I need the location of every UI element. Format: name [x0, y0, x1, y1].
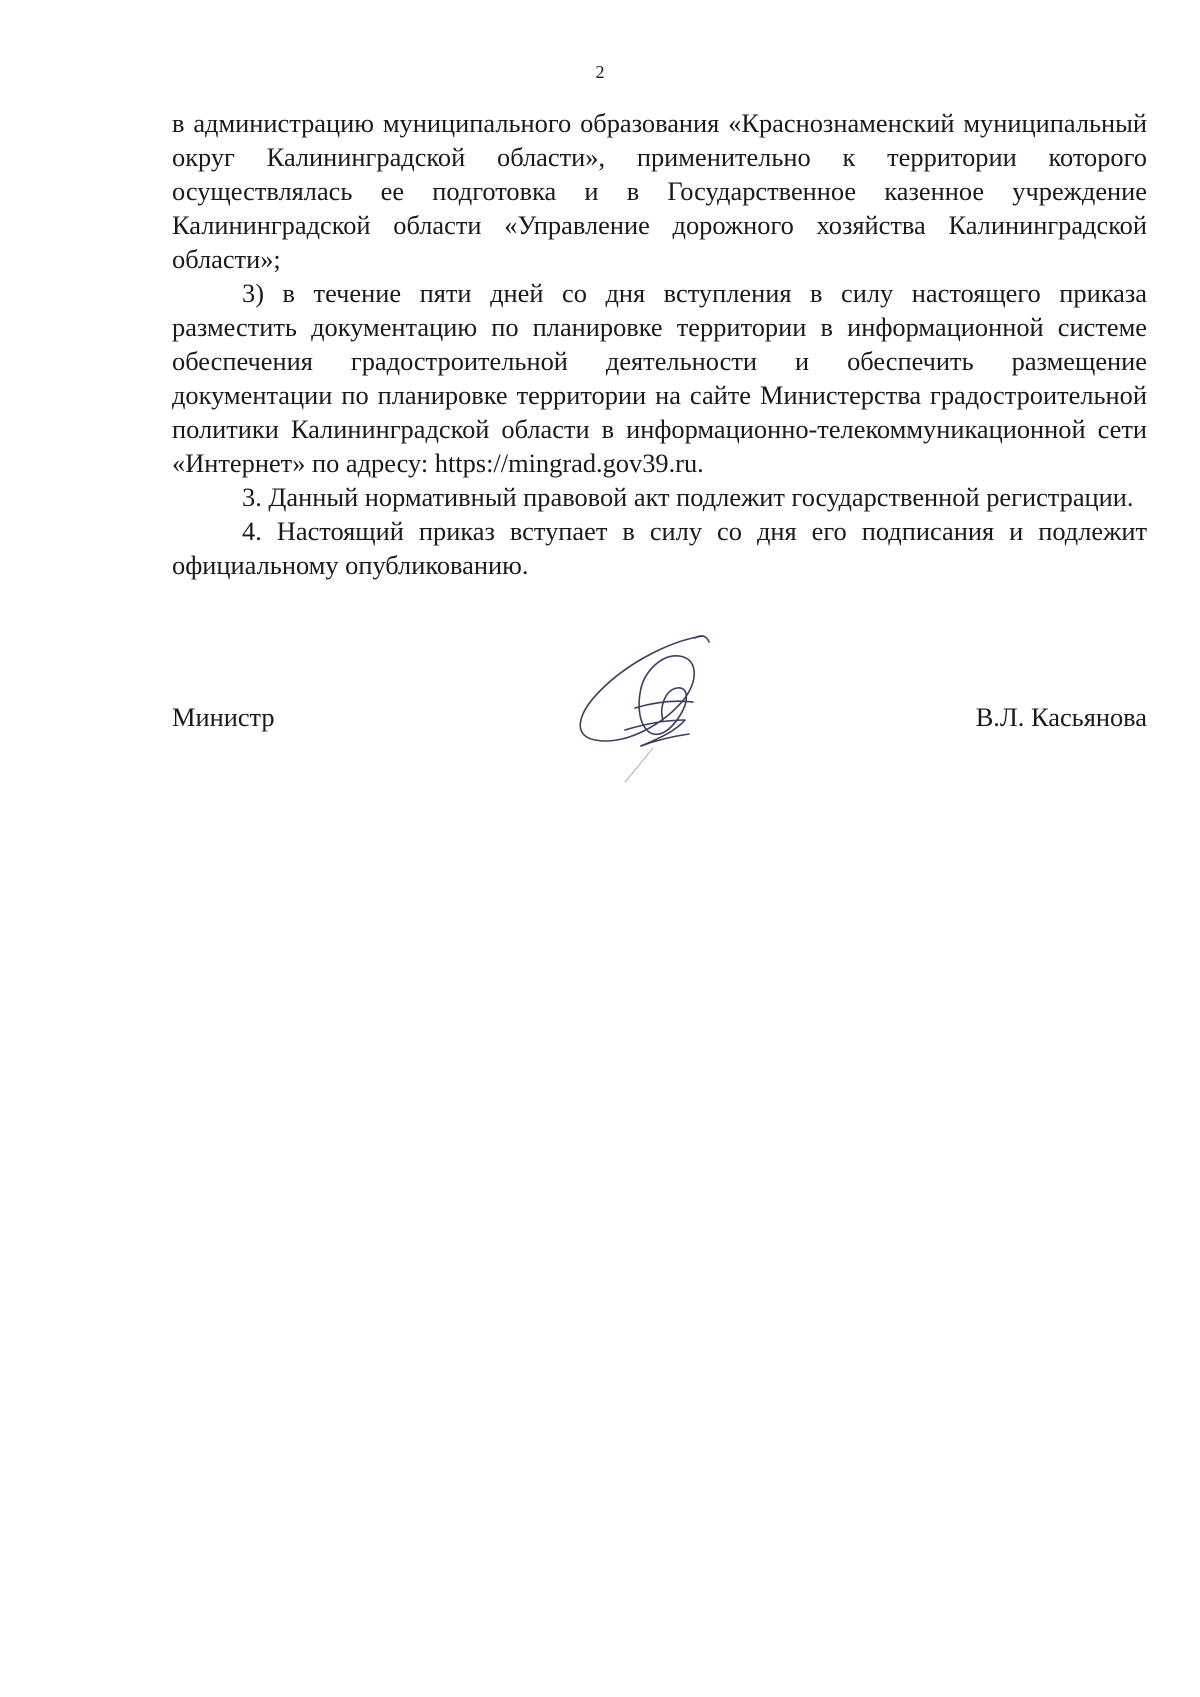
paragraph-entry-into-force: 4. Настоящий приказ вступает в силу со дня его подписания и подлежит официальному опубликованию. — [172, 516, 1147, 580]
document-body — [172, 106, 1147, 582]
signer-name: В.Л. Касьянова — [975, 702, 1147, 732]
handwritten-signature — [565, 628, 775, 788]
signer-title: Министр — [172, 702, 275, 732]
paragraph-registration: 3. Данный нормативный правовой акт подлежит государственной регистрации. — [242, 482, 1134, 512]
paragraph-item-3: 3) в течение пяти дней со дня вступления в силу настоящего приказа разместить документацию по планировке территории в информационной системе обеспечения градостроительной деятельности и обеспечить размещение документации по планировке территории на сайте Министерства градостроительной политики Калининградской области в информационно-телекоммуникационной сети «Интернет» по адресу: https://mingrad.gov39.ru. — [172, 278, 1147, 478]
paragraph-continuation: в администрацию муниципального образования «Краснознаменский муниципальный округ Калининградской области», применительно к территории которого осуществлялась ее подготовка и в Государственное казенное учреждение Калининградской области «Управление дорожного хозяйства Калининградской области»; — [172, 108, 1147, 274]
page-number: 2 — [595, 62, 605, 82]
